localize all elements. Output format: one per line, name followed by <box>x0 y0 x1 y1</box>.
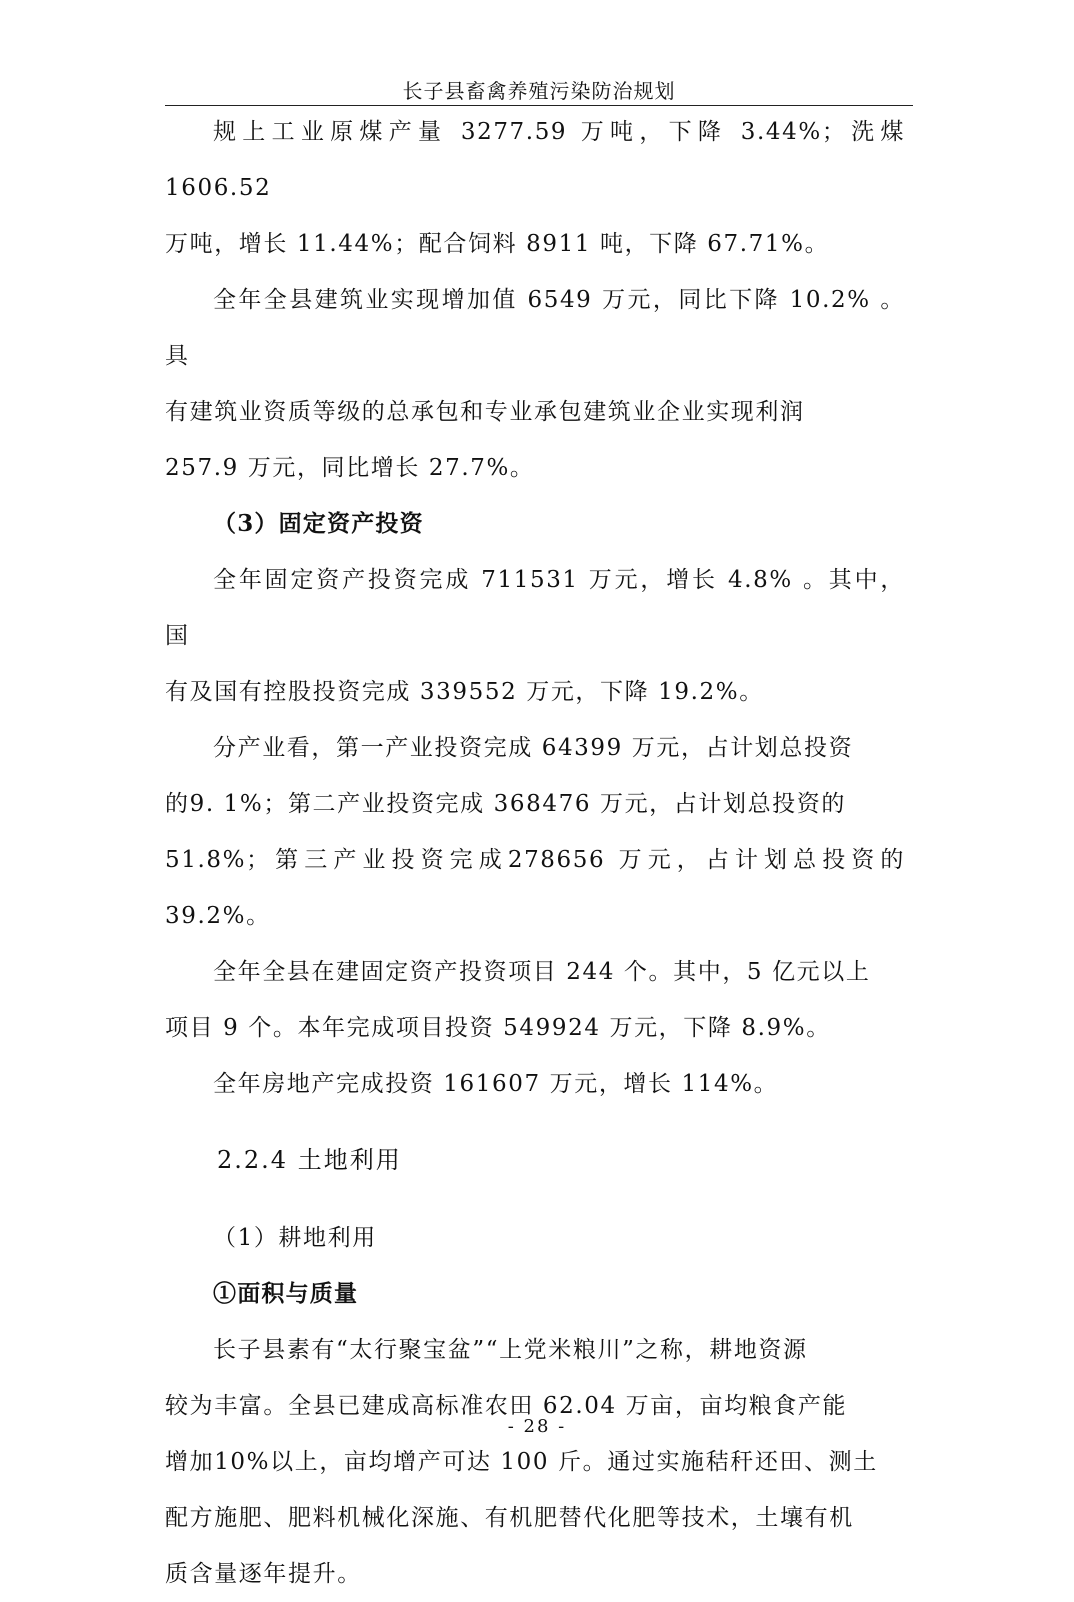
paragraph-coal-output <box>165 104 905 272</box>
spacer <box>165 1112 905 1132</box>
text-line: 规上工业原煤产量 3277.59 万吨，下降 3.44%；洗煤 1606.52 <box>165 119 905 201</box>
text-line: 较为丰富。全县已建成高标准农田 62.04 万亩，亩均粮食产能 <box>165 1393 848 1419</box>
paragraph-farmland <box>165 1322 905 1602</box>
paragraph-real-estate <box>165 1056 905 1112</box>
paragraph-industry-breakdown <box>165 720 905 944</box>
paragraph-projects <box>165 944 905 1056</box>
text-line: 51.8%；第三产业投资完成278656 万元，占计划总投资的 39.2%。 <box>165 847 905 929</box>
subsection-heading-area-quality: ①面积与质量 <box>213 1280 359 1307</box>
text-line: 长子县素有“太行聚宝盆”“上党米粮川”之称，耕地资源 <box>213 1337 808 1363</box>
text-line: 的9. 1%；第二产业投资完成 368476 万元，占计划总投资的 <box>165 791 846 817</box>
text-line: 全年房地产完成投资 161607 万元，增长 114%。 <box>213 1071 779 1097</box>
subsection-heading-farmland: （1）耕地利用 <box>213 1225 377 1251</box>
paragraph-construction <box>165 272 905 496</box>
text-line: 项目 9 个。本年完成项目投资 549924 万元，下降 8.9%。 <box>165 1015 831 1041</box>
text-line: 有建筑业资质等级的总承包和专业承包建筑业企业实现利润 <box>165 399 805 425</box>
section-heading-fixed-investment: （3）固定资产投资 <box>213 510 424 537</box>
text-line: 万吨，增长 11.44%；配合饲料 8911 吨，下降 67.71%。 <box>165 231 830 257</box>
text-line: 质含量逐年提升。 <box>165 1561 362 1587</box>
text-line: 分产业看，第一产业投资完成 64399 万元，占计划总投资 <box>213 735 854 761</box>
text-line: 257.9 万元，同比增长 27.7%。 <box>165 455 535 481</box>
text-line: 增加10%以上，亩均增产可达 100 斤。通过实施秸秆还田、测土 <box>165 1449 878 1475</box>
text-line: 有及国有控股投资完成 339552 万元，下降 19.2%。 <box>165 679 764 705</box>
text-line: 全年全县在建固定资产投资项目 244 个。其中，5 亿元以上 <box>213 959 871 985</box>
page-number: - 28 - <box>507 1416 567 1437</box>
section-heading-land-use: 2.2.4 土地利用 <box>217 1146 402 1174</box>
text-line: 全年固定资产投资完成 711531 万元，增长 4.8% 。其中， 国 <box>165 567 905 649</box>
spacer <box>165 1188 905 1210</box>
page-header-title: 长子县畜禽养殖污染防治规划 <box>402 79 676 103</box>
text-line: 全年全县建筑业实现增加值 6549 万元，同比下降 10.2% 。具 <box>165 287 905 369</box>
text-line: 配方施肥、肥料机械化深施、有机肥替代化肥等技术，土壤有机 <box>165 1505 854 1531</box>
paragraph-fixed-investment <box>165 552 905 720</box>
document-body <box>165 104 905 1602</box>
